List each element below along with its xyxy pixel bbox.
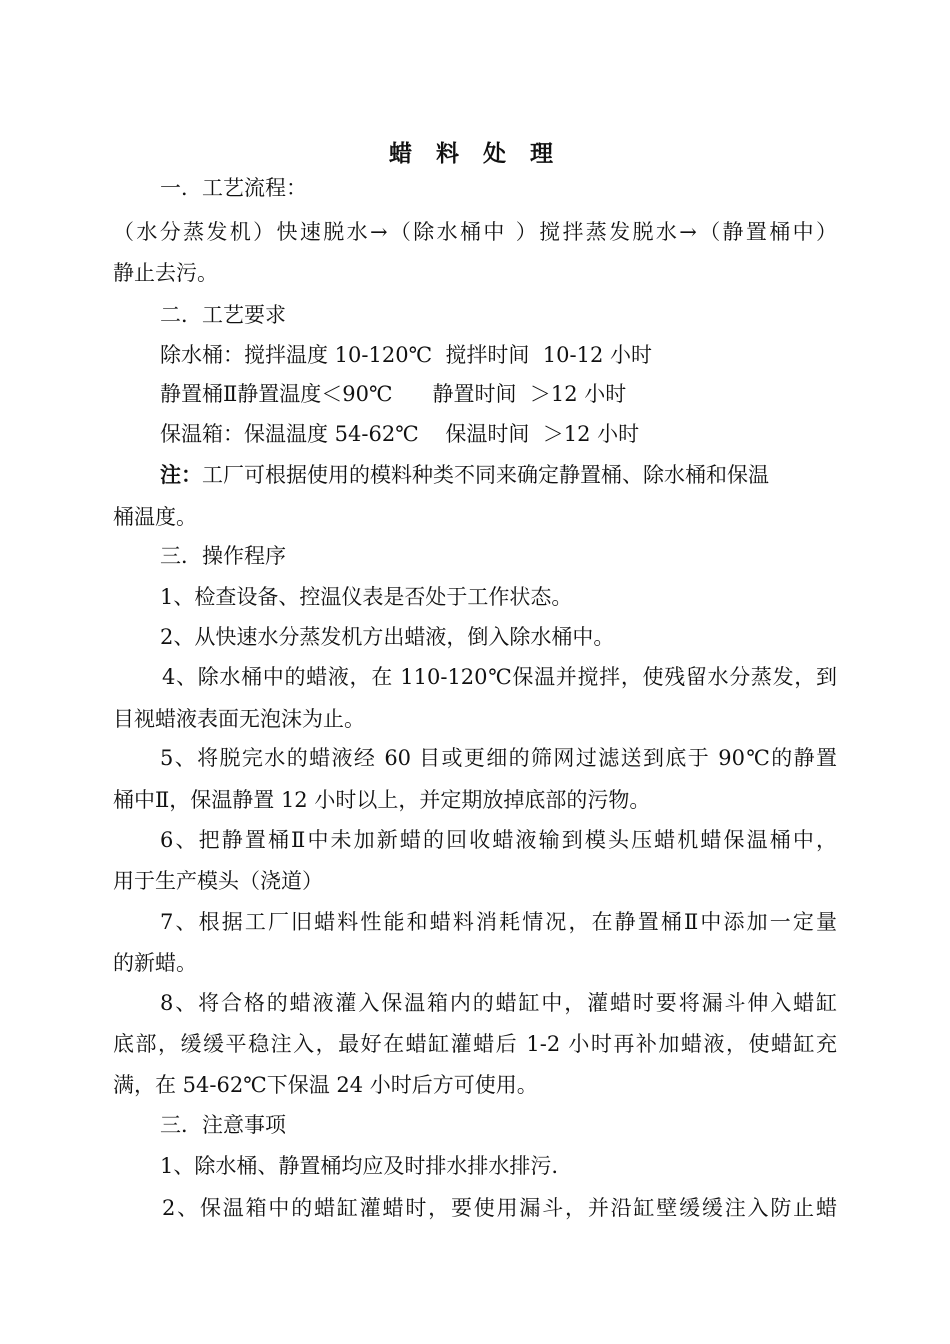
requirement-line: 除水桶：搅拌温度 10-120℃ 搅拌时间 10-12 小时 bbox=[160, 343, 652, 367]
list-item: 2、保温箱中的蜡缸灌蜡时，要使用漏斗，并沿缸壁缓缓注入防止蜡 bbox=[162, 1196, 837, 1220]
list-item-continued: 的新蜡。 bbox=[113, 951, 197, 975]
list-item: 4、除水桶中的蜡液，在 110-120℃保温并搅拌，使残留水分蒸发，到 bbox=[162, 665, 837, 689]
list-item: 7、根据工厂旧蜡料性能和蜡料消耗情况，在静置桶Ⅱ中添加一定量 bbox=[160, 910, 837, 934]
document-title: 蜡 料 处 理 bbox=[388, 140, 562, 167]
list-item: 1、除水桶、静置桶均应及时排水排水排污. bbox=[160, 1154, 559, 1178]
paragraph-line: （水分蒸发机）快速脱水→（除水桶中 ）搅拌蒸发脱水→（静置桶中） bbox=[113, 220, 837, 244]
list-item-continued: 桶中Ⅱ，保温静置 12 小时以上，并定期放掉底部的污物。 bbox=[113, 788, 651, 812]
note-text: 工厂可根据使用的模料种类不同来确定静置桶、除水桶和保温 bbox=[202, 463, 769, 487]
list-item-continued: 用于生产模头（浇道） bbox=[113, 869, 323, 893]
list-item-continued: 目视蜡液表面无泡沫为止。 bbox=[113, 707, 365, 731]
section-heading-operations: 三．操作程序 bbox=[160, 544, 286, 568]
note-line bbox=[160, 455, 837, 495]
list-item: 8、将合格的蜡液灌入保温箱内的蜡缸中，灌蜡时要将漏斗伸入蜡缸 bbox=[160, 991, 837, 1015]
note-label: 注： bbox=[160, 462, 202, 487]
section-heading-precautions: 三．注意事项 bbox=[160, 1113, 286, 1137]
requirement-line: 静置桶Ⅱ静置温度＜90℃ 静置时间 ＞12 小时 bbox=[160, 382, 627, 406]
list-item: 1、检查设备、控温仪表是否处于工作状态。 bbox=[160, 585, 573, 609]
list-item: 2、从快速水分蒸发机方出蜡液，倒入除水桶中。 bbox=[160, 625, 615, 649]
section-heading-process-flow: 一．工艺流程： bbox=[160, 176, 307, 200]
list-item: 5、将脱完水的蜡液经 60 目或更细的筛网过滤送到底于 90℃的静置 bbox=[160, 746, 837, 770]
list-item-continued: 底部，缓缓平稳注入，最好在蜡缸灌蜡后 1-2 小时再补加蜡液，使蜡缸充 bbox=[113, 1032, 837, 1056]
section-heading-requirements: 二．工艺要求 bbox=[160, 303, 286, 327]
paragraph-line: 桶温度。 bbox=[113, 505, 197, 529]
list-item-continued: 满，在 54-62℃下保温 24 小时后方可使用。 bbox=[113, 1073, 538, 1097]
requirement-line: 保温箱：保温温度 54-62℃ 保温时间 ＞12 小时 bbox=[160, 422, 640, 446]
list-item: 6、把静置桶Ⅱ中未加新蜡的回收蜡液输到模头压蜡机蜡保温桶中， bbox=[160, 828, 837, 852]
paragraph-line: 静止去污。 bbox=[113, 261, 218, 285]
